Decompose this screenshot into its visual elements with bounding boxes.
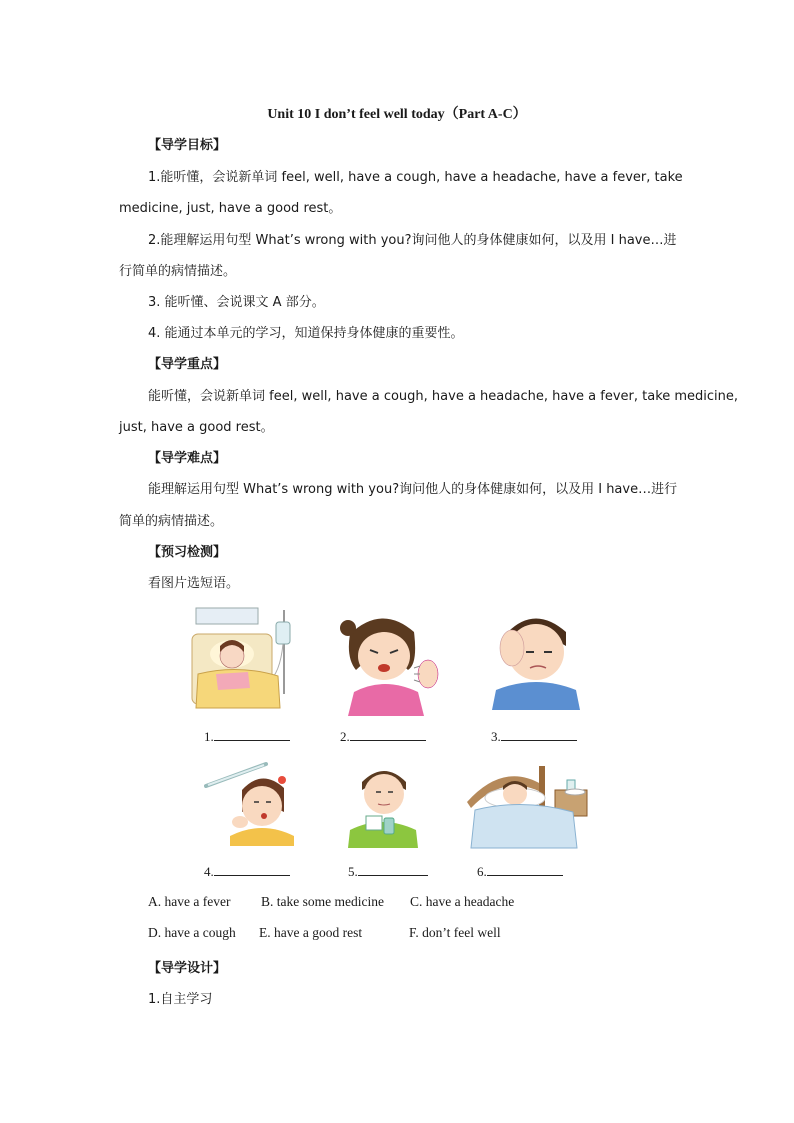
- blank-line[interactable]: [358, 863, 428, 876]
- answer-blank-1[interactable]: [204, 728, 290, 745]
- design-heading: 【导学设计】: [148, 961, 227, 976]
- answer-blank-3[interactable]: [491, 728, 577, 745]
- page-title: Unit 10 I don’t feel well today（Part A-C）: [267, 107, 527, 122]
- option-c: C. have a headache: [410, 894, 515, 909]
- boy-headache-illustration: [490, 604, 582, 710]
- goals-heading: 【导学目标】: [148, 138, 227, 153]
- blank-line[interactable]: [487, 863, 563, 876]
- goal-2-line-2: 行简单的病情描述。: [119, 264, 237, 279]
- goal-3: 3. 能听懂、会说课文 A 部分。: [148, 295, 325, 310]
- goal-1-line-2: medicine, just, have a good rest。: [119, 201, 342, 216]
- option-b: B. take some medicine: [261, 894, 384, 909]
- goal-1-line-1: 1.能听懂，会说新单词 feel, well, have a cough, have a headache, have a fever, take: [148, 170, 683, 185]
- design-item-1: 1.自主学习: [148, 992, 213, 1007]
- blank-line[interactable]: [501, 728, 577, 741]
- difficult-line-1: 能理解运用句型 What’s wrong with you?询问他人的身体健康如何，以及用 I have…进行: [148, 482, 678, 497]
- option-e: E. have a good rest: [259, 925, 363, 940]
- key-line-1: 能听懂，会说新单词 feel, well, have a cough, have a headache, have a fever, take medicine,: [148, 389, 739, 404]
- preview-instruction: 看图片选短语。: [148, 576, 240, 591]
- blank-number: 4.: [204, 864, 214, 879]
- blank-number: 2.: [340, 729, 350, 744]
- answer-blank-4[interactable]: [204, 863, 290, 880]
- difficult-heading: 【导学难点】: [148, 451, 227, 466]
- boy-resting-illustration: [463, 762, 591, 852]
- key-heading: 【导学重点】: [148, 357, 227, 372]
- answer-blank-5[interactable]: [348, 863, 428, 880]
- girl-in-hospital-bed-illustration: [188, 604, 306, 710]
- goal-4: 4. 能通过本单元的学习，知道保持身体健康的重要性。: [148, 326, 464, 341]
- goal-2-line-1: 2.能理解运用句型 What’s wrong with you?询问他人的身体健康如何，以及用 I have…进: [148, 233, 677, 248]
- option-a: A. have a fever: [148, 894, 231, 909]
- blank-line[interactable]: [350, 728, 426, 741]
- girl-coughing-illustration: [332, 604, 450, 716]
- difficult-line-2: 简单的病情描述。: [119, 514, 224, 529]
- preview-heading: 【预习检测】: [148, 545, 227, 560]
- option-f: F. don’t feel well: [409, 925, 501, 940]
- boy-medicine-illustration: [344, 760, 420, 848]
- answer-blank-6[interactable]: [477, 863, 563, 880]
- answer-blank-2[interactable]: [340, 728, 426, 745]
- blank-line[interactable]: [214, 728, 290, 741]
- key-line-2: just, have a good rest。: [119, 420, 274, 435]
- blank-number: 3.: [491, 729, 501, 744]
- blank-line[interactable]: [214, 863, 290, 876]
- blank-number: 1.: [204, 729, 214, 744]
- girl-thermometer-illustration: [204, 760, 296, 846]
- option-d: D. have a cough: [148, 925, 236, 940]
- blank-number: 6.: [477, 864, 487, 879]
- blank-number: 5.: [348, 864, 358, 879]
